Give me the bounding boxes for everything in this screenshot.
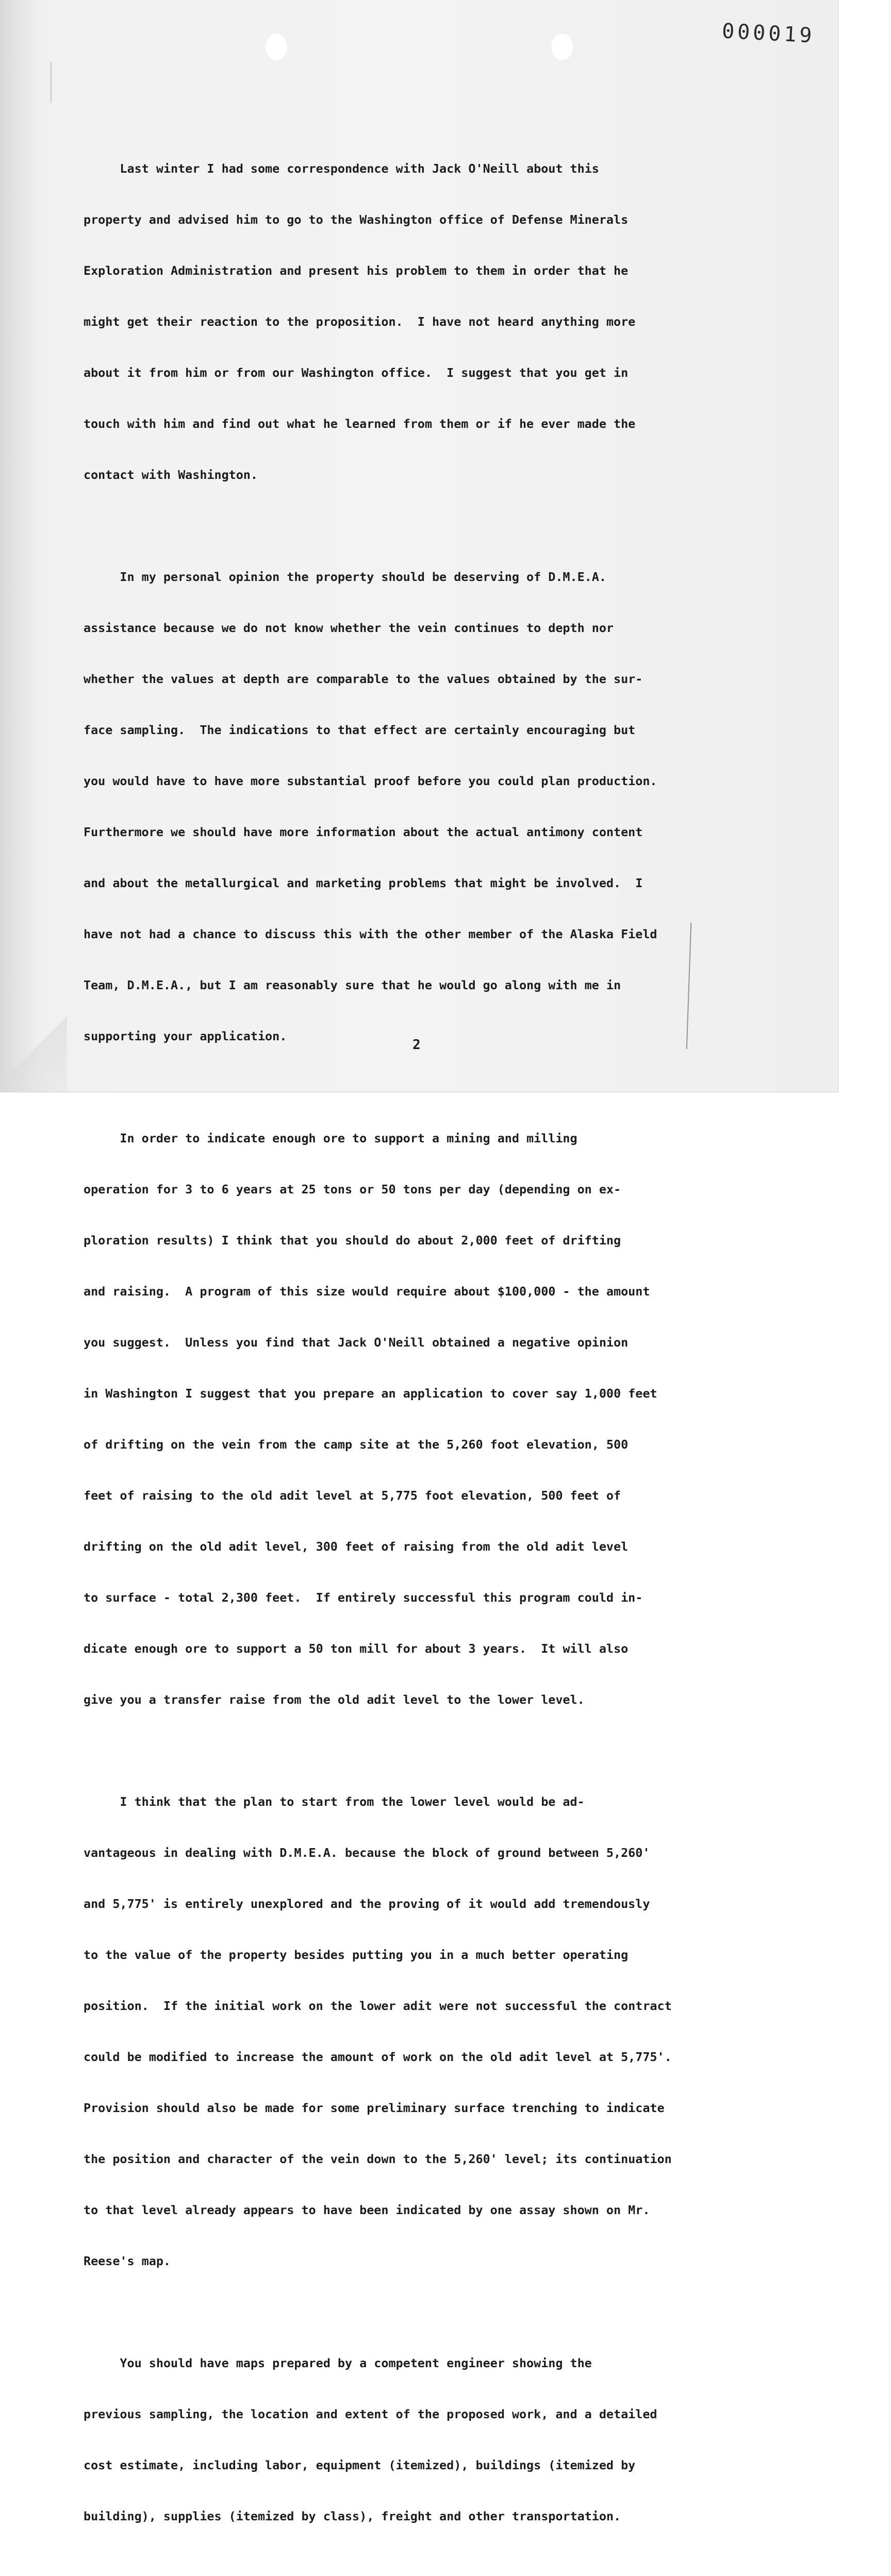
letter-body [84, 126, 805, 2576]
text-line: of drifting on the vein from the camp site at the 5,260 foot elevation, 500 [84, 1437, 629, 1452]
text-line: and about the metallurgical and marketing problems that might be involved. I [84, 876, 643, 890]
folded-corner [0, 1010, 67, 1092]
text-line: might get their reaction to the proposition. I have not heard anything more [84, 314, 636, 329]
text-line: position. If the initial work on the lower adit were not successful the contract [84, 1999, 672, 2013]
paragraph [84, 1096, 805, 1742]
text-line: Reese's map. [84, 2254, 171, 2268]
text-line: cost estimate, including labor, equipment (itemized), buildings (itemized by [84, 2458, 636, 2472]
text-line: dicate enough ore to support a 50 ton mill for about 3 years. It will also [84, 1641, 629, 1656]
text-line: whether the values at depth are comparable to the values obtained by the sur- [84, 672, 643, 686]
punch-hole-right [551, 33, 573, 61]
text-line: to surface - total 2,300 feet. If entirely successful this program could in- [84, 1590, 643, 1605]
text-line: assistance because we do not know whether the vein continues to depth nor [84, 621, 614, 635]
paragraph [84, 1759, 805, 2304]
paragraph [84, 2321, 805, 2559]
text-line: supporting your application. [84, 1029, 287, 1043]
text-line: and 5,775' is entirely unexplored and the proving of it would add tremendously [84, 1897, 650, 1911]
text-line: give you a transfer raise from the old adit level to the lower level. [84, 1692, 585, 1707]
text-line: to the value of the property besides putting you in a much better operating [84, 1948, 629, 1962]
punch-hole-left [265, 33, 288, 61]
text-line: property and advised him to go to the Washington office of Defense Minerals [84, 212, 629, 227]
text-line: in Washington I suggest that you prepare an application to cover say 1,000 feet [84, 1386, 657, 1401]
text-line: Team, D.M.E.A., but I am reasonably sure that he would go along with me in [84, 978, 621, 992]
text-line: Provision should also be made for some preliminary surface trenching to indicate [84, 2101, 665, 2115]
text-line: contact with Washington. [84, 468, 258, 482]
paragraph [84, 535, 805, 1079]
page-edge-shadow [0, 0, 36, 1092]
text-line: the position and character of the vein down to the 5,260' level; its continuation [84, 2152, 672, 2166]
text-line: and raising. A program of this size would require about $100,000 - the amount [84, 1284, 650, 1299]
text-line: Furthermore we should have more information about the actual antimony content [84, 825, 643, 839]
text-line: feet of raising to the old adit level at 5,775 foot elevation, 500 feet of [84, 1488, 621, 1503]
text-line: previous sampling, the location and extent of the proposed work, and a detailed [84, 2407, 657, 2421]
text-line: you suggest. Unless you find that Jack O'Neill obtained a negative opinion [84, 1335, 629, 1350]
text-line: Exploration Administration and present his problem to them in order that he [84, 263, 629, 278]
text-line: about it from him or from our Washington office. I suggest that you get in [84, 365, 629, 380]
document-number-stamp: 000019 [721, 19, 816, 48]
text-line: you would have to have more substantial proof before you could plan production. [84, 774, 657, 788]
text-line: vantageous in dealing with D.M.E.A. because the block of ground between 5,260' [84, 1846, 650, 1860]
text-line: ploration results) I think that you should do about 2,000 feet of drifting [84, 1233, 621, 1248]
text-line: to that level already appears to have been indicated by one assay shown on Mr. [84, 2203, 650, 2217]
text-line: touch with him and find out what he learned from them or if he ever made the [84, 417, 636, 431]
text-line: have not had a chance to discuss this with the other member of the Alaska Field [84, 927, 657, 941]
text-line: building), supplies (itemized by class), freight and other transportation. [84, 2509, 621, 2523]
text-line: I think that the plan to start from the lower level would be ad- [84, 1794, 585, 1809]
page-number: 2 [412, 1037, 421, 1053]
margin-mark [51, 62, 52, 103]
text-line: Last winter I had some correspondence with Jack O'Neill about this [84, 161, 599, 176]
text-line: You should have maps prepared by a competent engineer showing the [84, 2356, 592, 2370]
paragraph [84, 126, 805, 518]
text-line: operation for 3 to 6 years at 25 tons or 50 tons per day (depending on ex- [84, 1182, 621, 1196]
text-line: drifting on the old adit level, 300 feet of raising from the old adit level [84, 1539, 629, 1554]
text-line: face sampling. The indications to that effect are certainly encouraging but [84, 723, 636, 737]
text-line: In my personal opinion the property should be deserving of D.M.E.A. [84, 570, 606, 584]
text-line: In order to indicate enough ore to support a mining and milling [84, 1131, 578, 1145]
text-line: could be modified to increase the amount of work on the old adit level at 5,775'. [84, 2050, 672, 2064]
